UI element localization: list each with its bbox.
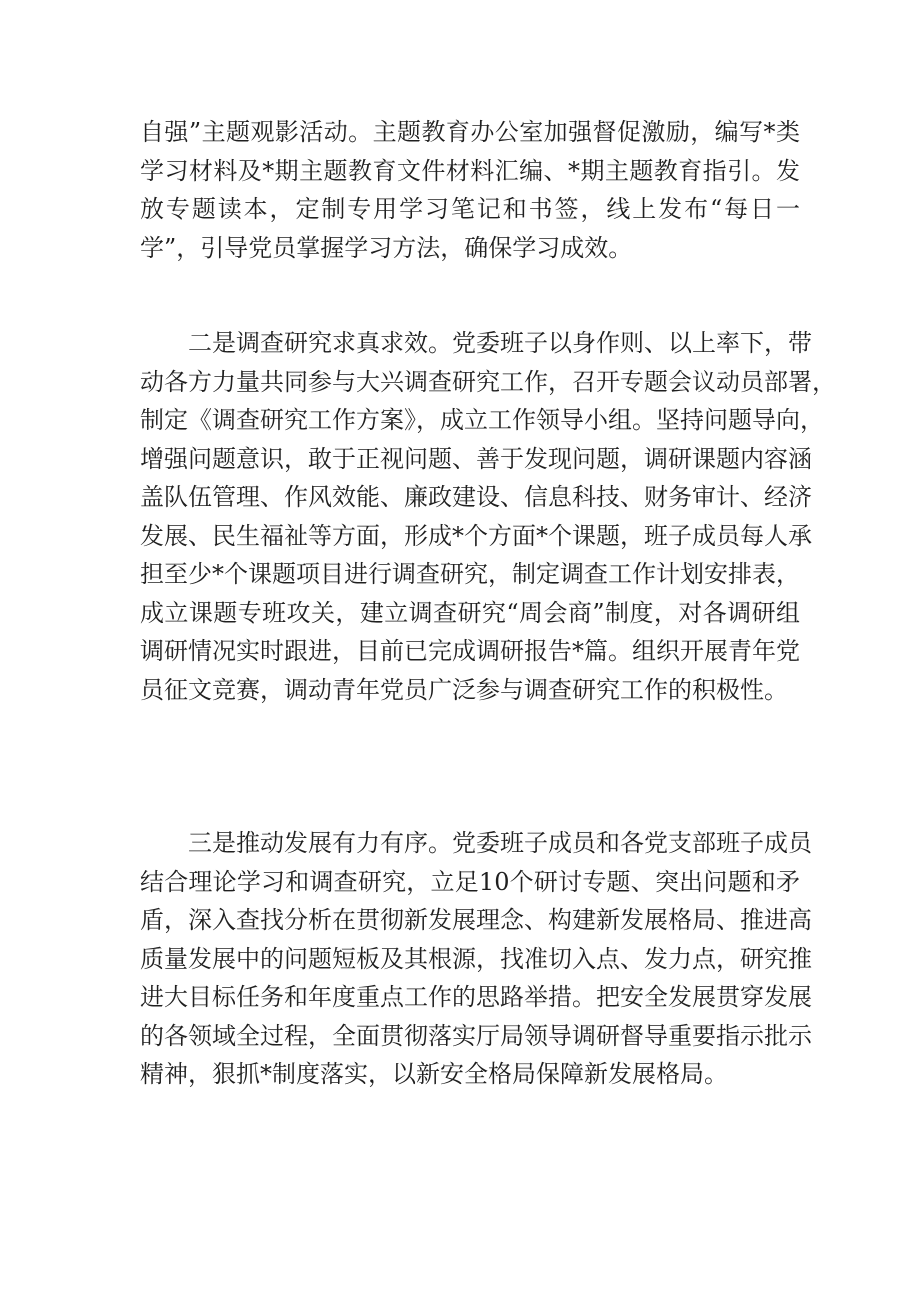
text-line: 质量发展中的问题短板及其根源，找准切入点、发力点，研究推 — [140, 944, 812, 973]
text-line: 自强”主题观影活动。主题教育办公室加强督促激励，编写*类 — [140, 118, 800, 146]
text-line: 成立课题专班攻关，建立调查研究“周会商”制度，对各调研组 — [140, 598, 800, 627]
text-line: 发展、民生福祉等方面，形成*个方面*个课题，班子成员每人承 — [140, 521, 812, 550]
text-line: 学习材料及*期主题教育文件材料汇编、*期主题教育指引。发 — [140, 156, 800, 185]
paragraph-promote-development — [140, 824, 812, 1094]
text-line: 员征文竞赛，调动青年党员广泛参与调查研究工作的积极性。 — [140, 675, 788, 704]
text-line: 担至少*个课题项目进行调查研究，制定调查工作计划安排表， — [140, 560, 800, 588]
text-line: 二是调查研究求真求效。党委班子以身作则、以上率下，带 — [188, 329, 812, 357]
text-line: 精神，狠抓*制度落实，以新安全格局保障新发展格局。 — [140, 1060, 728, 1088]
text-line: 的各领域全过程，全面贯彻落实厅局领导调研督导重要指示批示 — [140, 1021, 812, 1050]
text-line: 结合理论学习和调查研究，立足10个研讨专题、突出问题和矛 — [140, 867, 800, 896]
text-line: 动各方力量共同参与大兴调查研究工作，召开专题会议动员部署， — [140, 367, 836, 396]
text-line: 增强问题意识，敢于正视问题、善于发现问题，调研课题内容涵 — [140, 444, 812, 473]
text-line: 制定《调查研究工作方案》，成立工作领导小组。坚持问题导向， — [140, 406, 824, 434]
text-line: 调研情况实时跟进，目前已完成调研报告*篇。组织开展青年党 — [140, 637, 800, 665]
text-line: 进大目标任务和年度重点工作的思路举措。把安全发展贯穿发展 — [140, 983, 812, 1011]
text-line: 学”，引导党员掌握学习方法，确保学习成效。 — [140, 233, 633, 262]
paragraph-investigation-research — [140, 324, 836, 709]
text-line: 盾，深入查找分析在贯彻新发展理念、构建新发展格局、推进高 — [140, 906, 812, 934]
text-line: 三是推动发展有力有序。党委班子成员和各党支部班子成员 — [188, 829, 812, 857]
paragraph-study-materials — [140, 113, 800, 267]
text-line: 盖队伍管理、作风效能、廉政建设、信息科技、财务审计、经济 — [140, 483, 812, 511]
text-line: 放专题读本，定制专用学习笔记和书签，线上发布“每日一 — [140, 195, 800, 223]
